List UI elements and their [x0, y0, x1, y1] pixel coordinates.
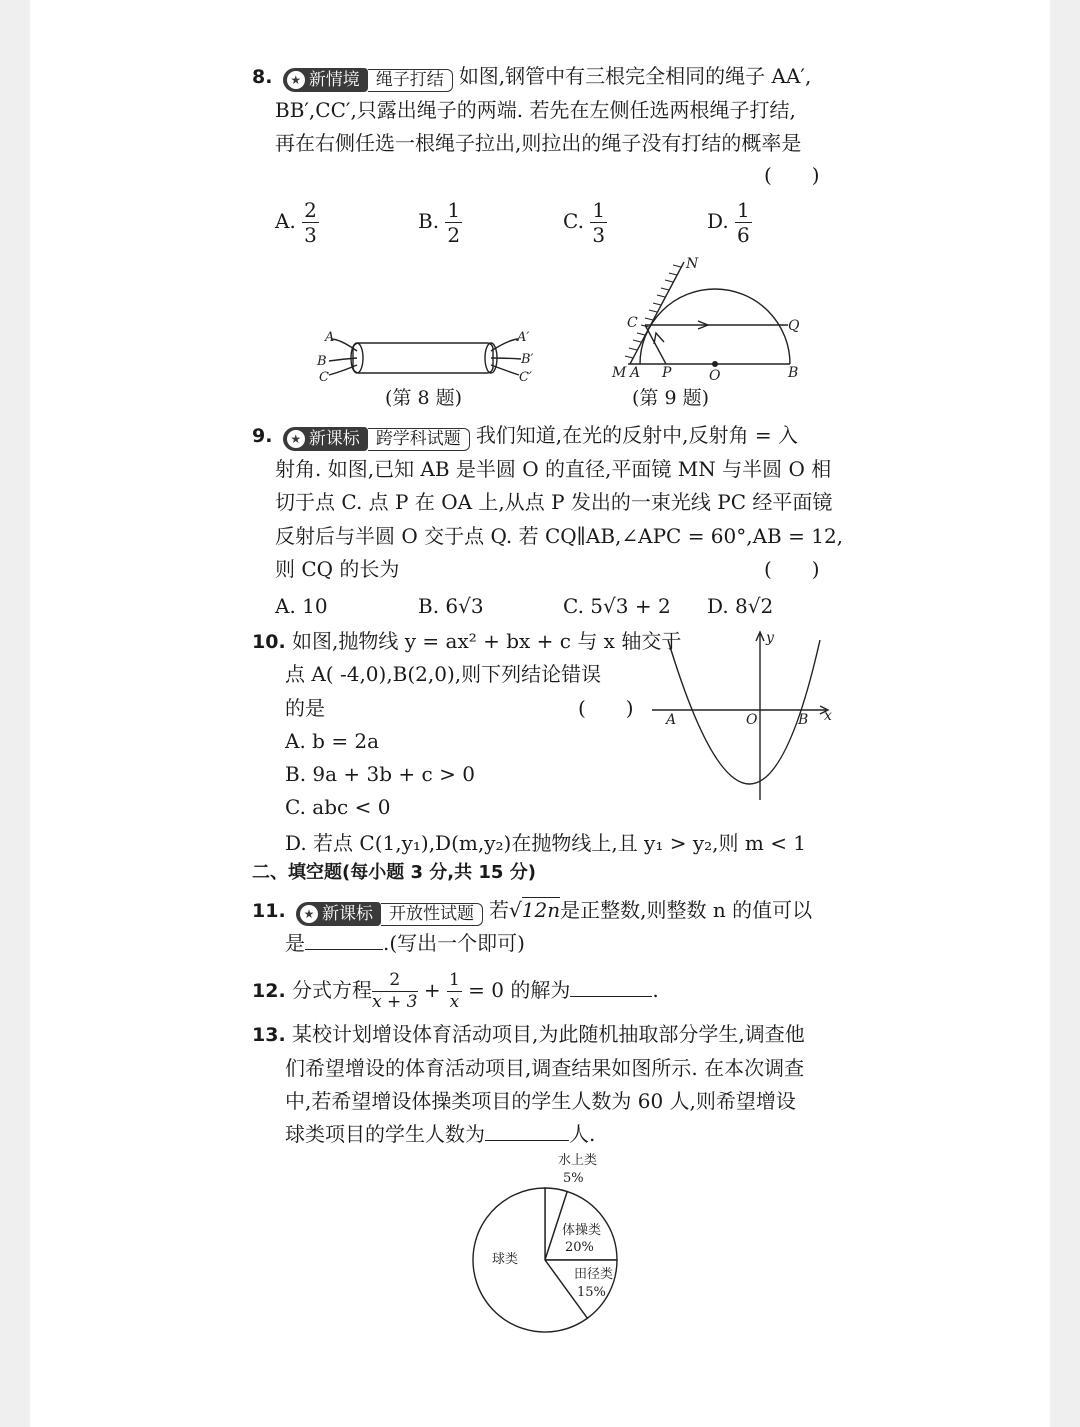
q11-tag: [296, 900, 483, 924]
q9-caption: (第 9 题): [632, 387, 709, 409]
q8-option-b: [418, 200, 462, 245]
label-x: x: [824, 708, 832, 724]
label-m: M: [612, 365, 627, 381]
label-a: A: [630, 365, 641, 381]
label-o: O: [709, 368, 721, 382]
q10-parabola-figure: [650, 628, 835, 808]
q10-text-1: 如图,抛物线 y = ax² + bx + c 与 x 轴交于: [292, 629, 682, 653]
fraction-denominator: 3: [304, 223, 317, 247]
mirror-hatching: [625, 265, 681, 358]
q12-line: [252, 968, 659, 1013]
q9-tag: [283, 425, 470, 449]
q8-answer-paren: ( ): [764, 163, 820, 187]
q13-text-4-pre: 球类项目的学生人数为: [285, 1122, 485, 1146]
fraction-numerator: 2: [304, 198, 317, 222]
q8-tag: [283, 66, 453, 90]
label-b: B: [788, 365, 799, 381]
q10-option-c: C. abc < 0: [285, 795, 391, 819]
q8-text-1: 如图,钢管中有三根完全相同的绳子 AA′,: [458, 64, 812, 88]
q9-mirror-figure: [570, 252, 830, 382]
fraction-numerator: 1: [737, 198, 750, 222]
exam-page: [30, 0, 1050, 1427]
label-a-prime: A′: [517, 330, 530, 345]
q8-text-2: BB′,CC′,只露出绳子的两端. 若先在左侧任选两根绳子打结,: [275, 98, 796, 122]
q8-option-b-fraction: [445, 200, 462, 245]
q13-number: 13.: [252, 1024, 286, 1046]
rope-a-right: [491, 339, 519, 351]
q8-pipe-figure: [305, 325, 545, 390]
q13-text-4-post: 人.: [569, 1122, 596, 1146]
q10-text-3: 的是: [285, 696, 325, 720]
q11-radicand: 12n: [521, 898, 561, 922]
q10-option-d: D. 若点 C(1,y₁),D(m,y₂)在抛物线上,且 y₁ > y₂,则 m < 1: [285, 831, 807, 855]
q9-text-2: 射角. 如图,已知 AB 是半圆 O 的直径,平面镜 MN 与半圆 O 相: [275, 457, 832, 481]
section-2-heading: 二、填空题(每小题 3 分,共 15 分): [252, 862, 536, 883]
label-q: Q: [788, 318, 800, 334]
label-a: A: [325, 330, 335, 345]
q13-text-1: 某校计划增设体育活动项目,为此随机抽取部分学生,调查他: [292, 1022, 805, 1046]
q9-tag-primary: [283, 427, 368, 451]
q8-option-b-label: B.: [418, 209, 440, 233]
q9-text-4: 反射后与半圆 O 交于点 Q. 若 CQ∥AB,∠APC = 60°,AB = 12,: [275, 524, 844, 548]
fraction-numerator: 1: [448, 970, 460, 990]
pie-label-track: 田径类: [574, 1267, 614, 1282]
fraction-denominator: x + 3: [372, 992, 418, 1012]
pie-value-track: 15%: [577, 1285, 606, 1300]
fraction-denominator: 3: [592, 223, 606, 247]
q11-tag-secondary: 开放性试题: [381, 903, 483, 926]
label-b: B: [317, 354, 327, 369]
q9-option-b: B. 6√3: [418, 594, 484, 618]
q13-line1: [252, 1020, 805, 1049]
q8-option-a: [275, 200, 319, 245]
label-c-prime: C′: [519, 370, 532, 385]
q11-tag-primary-text: 新课标: [322, 903, 374, 924]
q9-tag-secondary: 跨学科试题: [368, 428, 470, 451]
q8-option-c-label: C.: [563, 209, 584, 233]
q12-fraction-2: [447, 972, 462, 1011]
q13-text-2: 们希望增设的体育活动项目,调查结果如图所示. 在本次调查: [285, 1056, 805, 1080]
q11-line2-pre: 是: [285, 931, 305, 955]
q8-option-c-fraction: [590, 200, 607, 245]
fraction-denominator: x: [449, 992, 460, 1012]
q8-tag-primary-text: 新情境: [308, 69, 360, 90]
fraction-numerator: 1: [447, 198, 461, 222]
q9-number: 9.: [252, 425, 273, 447]
q8-number: 8.: [252, 66, 273, 88]
label-a: A: [666, 712, 677, 728]
pie-label-ball: 球类: [492, 1252, 519, 1267]
q9-text-3: 切于点 C. 点 P 在 OA 上,从点 P 发出的一束光线 PC 经平面镜: [275, 490, 833, 514]
sqrt-sign: √: [509, 898, 522, 922]
star-icon: ★: [300, 905, 318, 923]
pie-value-gymnastics: 20%: [565, 1240, 594, 1255]
rope-b-right: [491, 358, 521, 359]
q12-answer-blank[interactable]: [570, 978, 652, 997]
q11-text-post: 是正整数,则整数 n 的值可以: [560, 898, 813, 922]
q8-text-3: 再在右侧任选一根绳子拉出,则拉出的绳子没有打结的概率是: [275, 131, 802, 155]
q12-fraction-1: [372, 972, 417, 1011]
q8-caption: (第 8 题): [385, 387, 462, 409]
q13-line4: [285, 1120, 595, 1148]
q8-option-d: [707, 200, 752, 245]
pie-value-water: 5%: [563, 1171, 584, 1186]
star-icon: ★: [287, 71, 305, 89]
q13-answer-blank[interactable]: [485, 1122, 569, 1141]
star-icon: ★: [287, 430, 305, 448]
arrow-pc: [654, 333, 664, 344]
center-o-dot: [712, 361, 718, 367]
label-o: O: [746, 712, 758, 728]
q8-option-a-fraction: [302, 200, 319, 245]
fraction-numerator: 2: [372, 972, 417, 992]
q8-tag-primary: [283, 68, 368, 92]
label-n: N: [686, 256, 699, 272]
q9-line1: [252, 421, 798, 450]
semicircle-arc: [640, 289, 790, 364]
q9-option-c: C. 5√3 + 2: [563, 594, 671, 618]
fraction-denominator: 2: [447, 223, 461, 247]
q10-option-a: A. b = 2a: [285, 729, 380, 753]
q8-option-a-label: A.: [275, 209, 296, 233]
q10-option-b: B. 9a + 3b + c > 0: [285, 762, 475, 786]
fraction-numerator: 1: [592, 198, 606, 222]
q11-line2-post: .(写出一个即可): [383, 931, 525, 955]
q10-answer-paren: ( ): [578, 696, 634, 720]
q9-text-5: 则 CQ 的长为: [275, 557, 400, 581]
q9-option-d: D. 8√2: [707, 594, 774, 618]
q9-answer-paren: ( ): [764, 557, 820, 581]
q8-line1: [252, 62, 811, 91]
q12-end: .: [652, 978, 659, 1002]
label-p: P: [662, 365, 672, 381]
label-y: y: [766, 630, 774, 646]
q9-option-a: A. 10: [275, 594, 328, 618]
pie-label-water: 水上类: [558, 1153, 598, 1168]
q8-option-d-label: D.: [707, 209, 729, 233]
label-c: C: [627, 315, 638, 331]
q10-line1: [252, 627, 681, 656]
q9-text-1: 我们知道,在光的反射中,反射角 = 入: [475, 423, 798, 447]
q12-plus: +: [423, 978, 441, 1002]
q11-text-pre: 若: [489, 898, 510, 922]
q11-number: 11.: [252, 900, 286, 922]
fraction-denominator: 6: [737, 223, 750, 247]
q11-answer-blank[interactable]: [305, 931, 383, 950]
q8-option-c: [563, 200, 607, 245]
q11-line1: [252, 896, 812, 925]
q9-tag-primary-text: 新课标: [308, 428, 360, 449]
q13-text-3: 中,若希望增设体操类项目的学生人数为 60 人,则希望增设: [285, 1089, 796, 1113]
q12-number: 12.: [252, 980, 286, 1002]
q10-text-2: 点 A( -4,0),B(2,0),则下列结论错误: [285, 662, 602, 686]
pipe-body: [353, 343, 493, 373]
ray-pc: [645, 325, 666, 364]
q11-tag-primary: [296, 902, 381, 926]
q8-option-d-fraction: [735, 200, 752, 245]
label-c: C: [319, 370, 329, 385]
pie-label-gymnastics: 体操类: [562, 1223, 602, 1238]
label-b: B: [798, 712, 809, 728]
q13-pie-chart: [450, 1150, 630, 1340]
q11-line2: [285, 929, 525, 957]
q12-text-post: = 0 的解为: [468, 978, 571, 1002]
q10-number: 10.: [252, 631, 286, 653]
label-b-prime: B′: [521, 352, 534, 367]
q12-text-pre: 分式方程: [292, 978, 373, 1002]
q8-tag-secondary: 绳子打结: [368, 69, 453, 92]
